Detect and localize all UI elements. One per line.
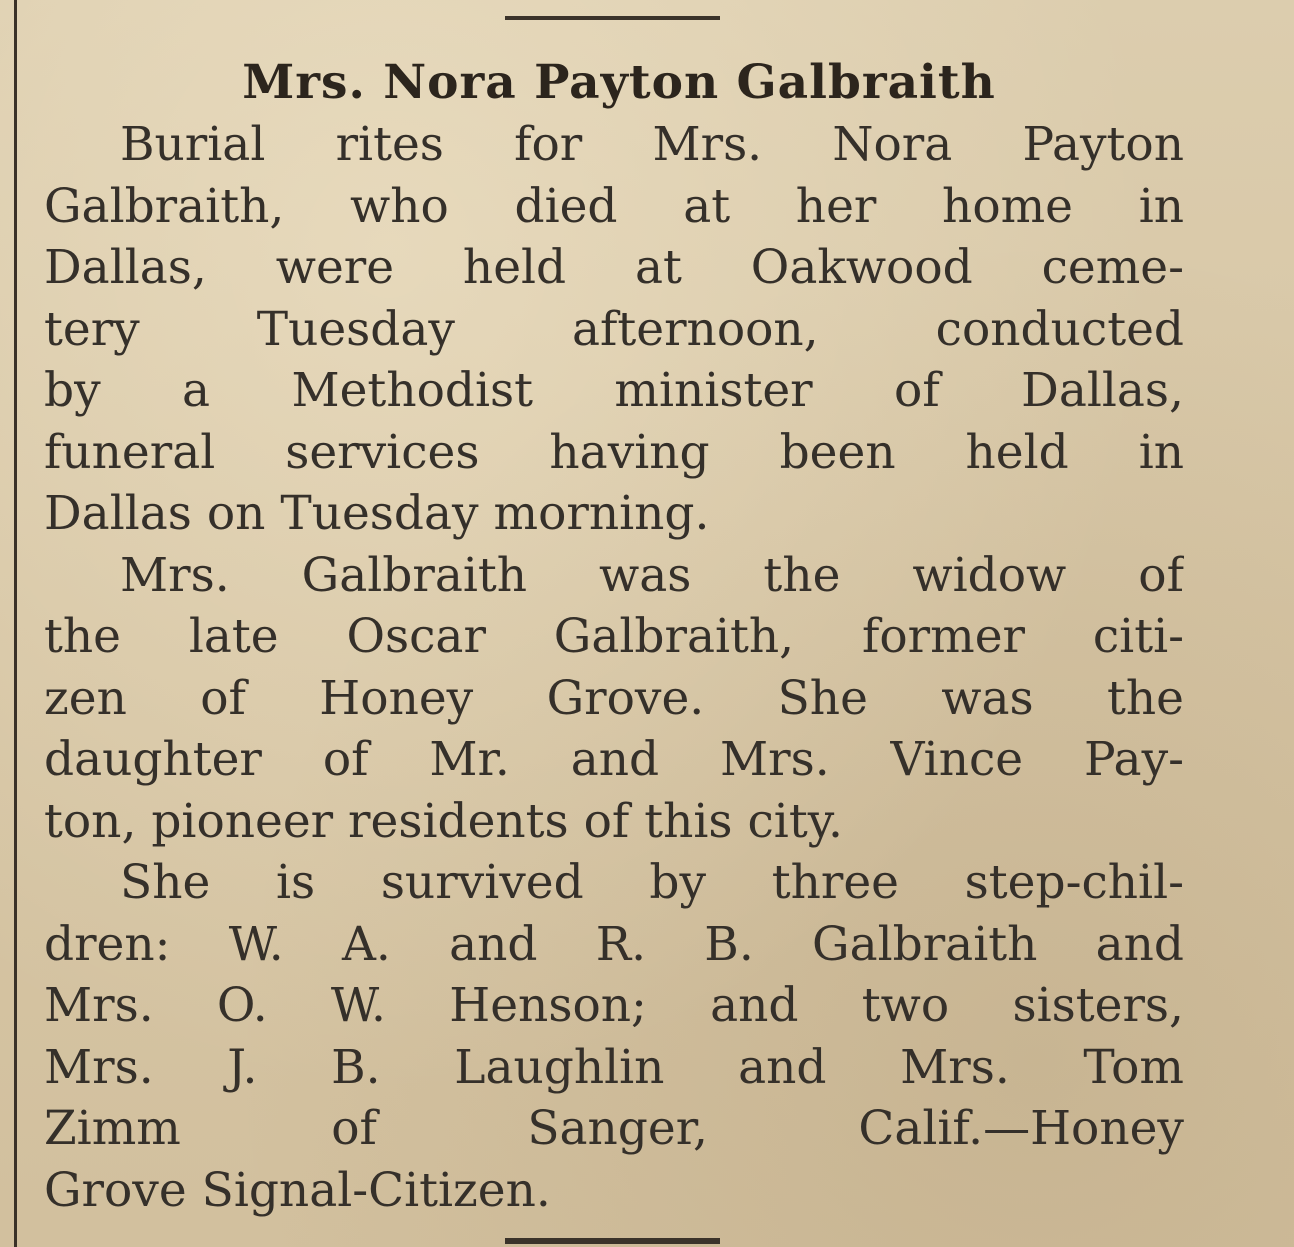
text-line: dren: W. A. and R. B. Galbraith and: [44, 916, 1184, 972]
text-line: Dallas on Tuesday morning.: [44, 486, 710, 541]
text-line: Galbraith, who died at her home in: [44, 178, 1184, 234]
text-line: zen of Honey Grove. She was the: [44, 670, 1184, 726]
text-line: daughter of Mr. and Mrs. Vince Pay-: [44, 732, 1184, 787]
text-line: Mrs. Galbraith was the widow of: [120, 547, 1184, 603]
text-line: She is survived by three step-chil-: [120, 855, 1184, 910]
text-line: Mrs. O. W. Henson; and two sisters,: [44, 978, 1184, 1033]
paragraph-1: [44, 114, 1184, 545]
text-line: Dallas, were held at Oakwood ceme-: [44, 240, 1184, 295]
text-line: funeral services having been held in: [44, 424, 1184, 480]
paragraph-3: [44, 852, 1184, 1221]
text-line: the late Oscar Galbraith, former citi-: [44, 609, 1184, 664]
text-line: Mrs. J. B. Laughlin and Mrs. Tom: [44, 1039, 1184, 1095]
obituary-article: [44, 52, 1184, 1221]
column-rule: [14, 0, 17, 1247]
text-line: Grove Signal-Citizen.: [44, 1162, 551, 1218]
headline: Mrs. Nora Payton Galbraith: [242, 55, 996, 110]
top-rule: [505, 16, 720, 20]
text-line: tery Tuesday afternoon, conducted: [44, 301, 1184, 357]
text-line: Burial rites for Mrs. Nora Payton: [120, 117, 1184, 172]
text-line: by a Methodist minister of Dallas,: [44, 363, 1184, 418]
bottom-rule: [505, 1238, 720, 1244]
text-line: ton, pioneer residents of this city.: [44, 793, 843, 849]
text-line: Zimm of Sanger, Calif.—Honey: [44, 1101, 1184, 1156]
paragraph-2: [44, 545, 1184, 853]
